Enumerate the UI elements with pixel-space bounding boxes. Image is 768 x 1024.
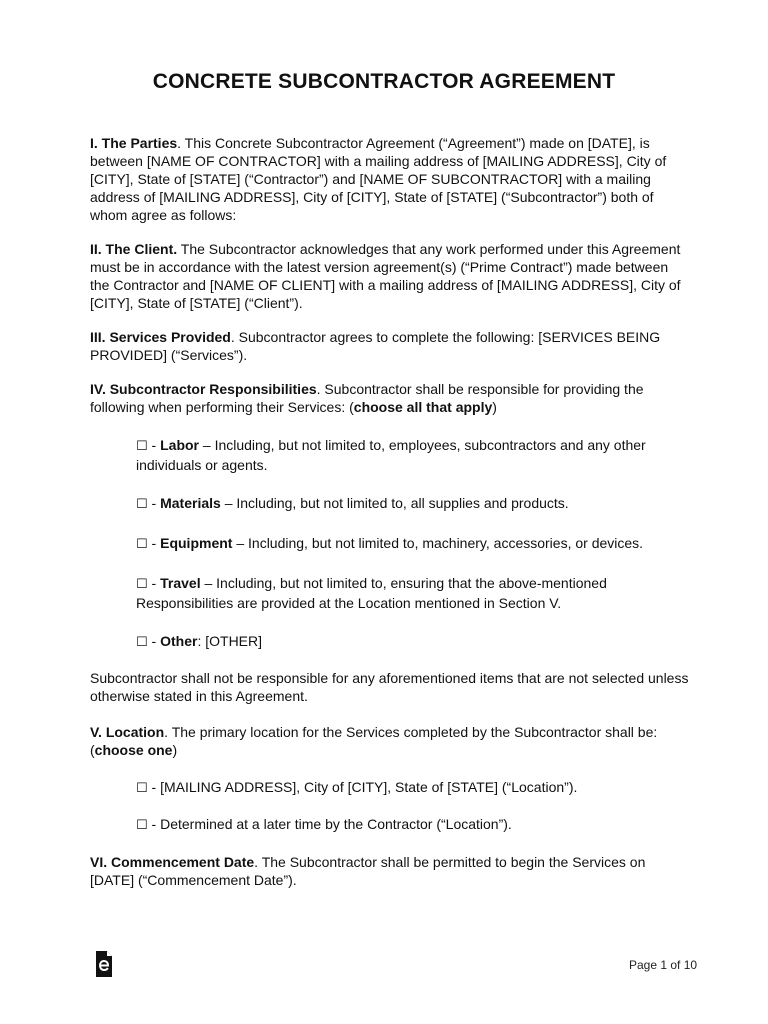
checkbox-equipment[interactable]: ☐ bbox=[136, 537, 148, 552]
option-label: Travel bbox=[160, 575, 201, 591]
section-parties bbox=[90, 134, 690, 224]
document-body bbox=[90, 134, 690, 905]
section-services bbox=[90, 328, 690, 364]
section-heading: IV. Subcontractor Responsibilities bbox=[90, 381, 317, 397]
section-heading: V. Location bbox=[90, 724, 165, 740]
option-labor: ☐ - Labor – Including, but not limited to, employees, subcontractors and any other individuals or agents. bbox=[136, 437, 646, 473]
option-text: : [OTHER] bbox=[197, 633, 263, 649]
section-heading: I. The Parties bbox=[90, 135, 178, 151]
option-other: ☐ - Other: [OTHER] bbox=[136, 633, 263, 650]
option-equipment: ☐ - Equipment – Including, but not limited to, machinery, accessories, or devices. bbox=[136, 535, 644, 552]
section-heading: II. The Client. bbox=[90, 241, 178, 257]
option-label: Labor bbox=[160, 437, 199, 453]
option-label: Equipment bbox=[160, 535, 233, 551]
page-number: Page 1 of 10 bbox=[629, 958, 698, 972]
choose-instruction: choose one bbox=[94, 742, 173, 758]
checkbox-materials[interactable]: ☐ bbox=[136, 497, 148, 512]
option-location-address: ☐ - [MAILING ADDRESS], City of [CITY], State of [STATE] (“Location”). bbox=[136, 779, 578, 796]
option-text: – Including, but not limited to, employees, subcontractors and any other individuals or agents. bbox=[136, 437, 646, 473]
checkbox-location-address[interactable]: ☐ bbox=[136, 781, 148, 796]
option-label: Materials bbox=[160, 495, 221, 511]
section-text: . The primary location for the Services completed by the Subcontractor shall be: ( bbox=[90, 724, 658, 758]
checkbox-other[interactable]: ☐ bbox=[136, 635, 148, 650]
section-commencement bbox=[90, 853, 690, 889]
checkbox-location-later[interactable]: ☐ bbox=[136, 818, 148, 833]
option-text: Determined at a later time by the Contractor (“Location”). bbox=[160, 816, 512, 832]
option-materials: ☐ - Materials – Including, but not limited to, all supplies and products. bbox=[136, 495, 569, 512]
option-location-later: ☐ - Determined at a later time by the Contractor (“Location”). bbox=[136, 816, 512, 833]
responsibilities-note: Subcontractor shall not be responsible for any aforementioned items that are not selected unless otherwise stated in this Agreement. bbox=[90, 670, 689, 704]
section-text: . Subcontractor agrees to complete the following: [SERVICES BEING PROVIDED] (“Services”). bbox=[90, 329, 661, 363]
section-text: . This Concrete Subcontractor Agreement (“Agreement”) made on [DATE], is between [NAME OF CONTRACTOR] with a mailing address of [MAILING ADDRESS], City of [CITY], State of [STATE] (“Contractor”) and [NAME OF SUBCONTRACTOR] with a mailing address of [MAILING ADDRESS], City of [CITY], State of [STATE] (“Subcontractor”) both of whom agree as follows: bbox=[90, 135, 667, 223]
checkbox-labor[interactable]: ☐ bbox=[136, 439, 148, 454]
option-text: – Including, but not limited to, all supplies and products. bbox=[220, 495, 569, 511]
option-text: [MAILING ADDRESS], City of [CITY], State of [STATE] (“Location”). bbox=[160, 779, 578, 795]
section-heading: VI. Commencement Date bbox=[90, 854, 255, 870]
option-text: – Including, but not limited to, ensuring that the above-mentioned Responsibilities are provided at the Location mentioned in Section V. bbox=[136, 575, 607, 611]
section-text: . Subcontractor shall be responsible for providing the following when performing their Services: ( bbox=[90, 381, 644, 415]
option-travel: ☐ - Travel – Including, but not limited to, ensuring that the above-mentioned Responsibilities are provided at the Location mentioned in Section V. bbox=[136, 575, 607, 611]
section-text: . The Subcontractor shall be permitted to begin the Services on [DATE] (“Commencement Date”). bbox=[90, 854, 646, 888]
section-responsibilities: IV. Subcontractor Responsibilities. Subcontractor shall be responsible for providing the following when performing their Services: (choose all that apply) bbox=[90, 381, 644, 415]
choose-instruction: choose all that apply bbox=[353, 399, 493, 415]
document-title: CONCRETE SUBCONTRACTOR AGREEMENT bbox=[152, 70, 616, 93]
document-logo-icon bbox=[94, 950, 114, 978]
section-text: The Subcontractor acknowledges that any work performed under this Agreement must be in accordance with the latest version agreement(s) (“Prime Contract”) made between the Contractor and [NAME OF CLIENT] with a mailing address of [MAILING ADDRESS], City of [CITY], State of [STATE] (“Client”). bbox=[90, 241, 681, 311]
section-client bbox=[90, 240, 690, 312]
checkbox-travel[interactable]: ☐ bbox=[136, 577, 148, 592]
option-label: Other bbox=[160, 633, 198, 649]
section-location: V. Location. The primary location for the Services completed by the Subcontractor shall be: (choose one) bbox=[90, 724, 658, 758]
option-text: – Including, but not limited to, machinery, accessories, or devices. bbox=[232, 535, 644, 551]
section-heading: III. Services Provided bbox=[90, 329, 231, 345]
